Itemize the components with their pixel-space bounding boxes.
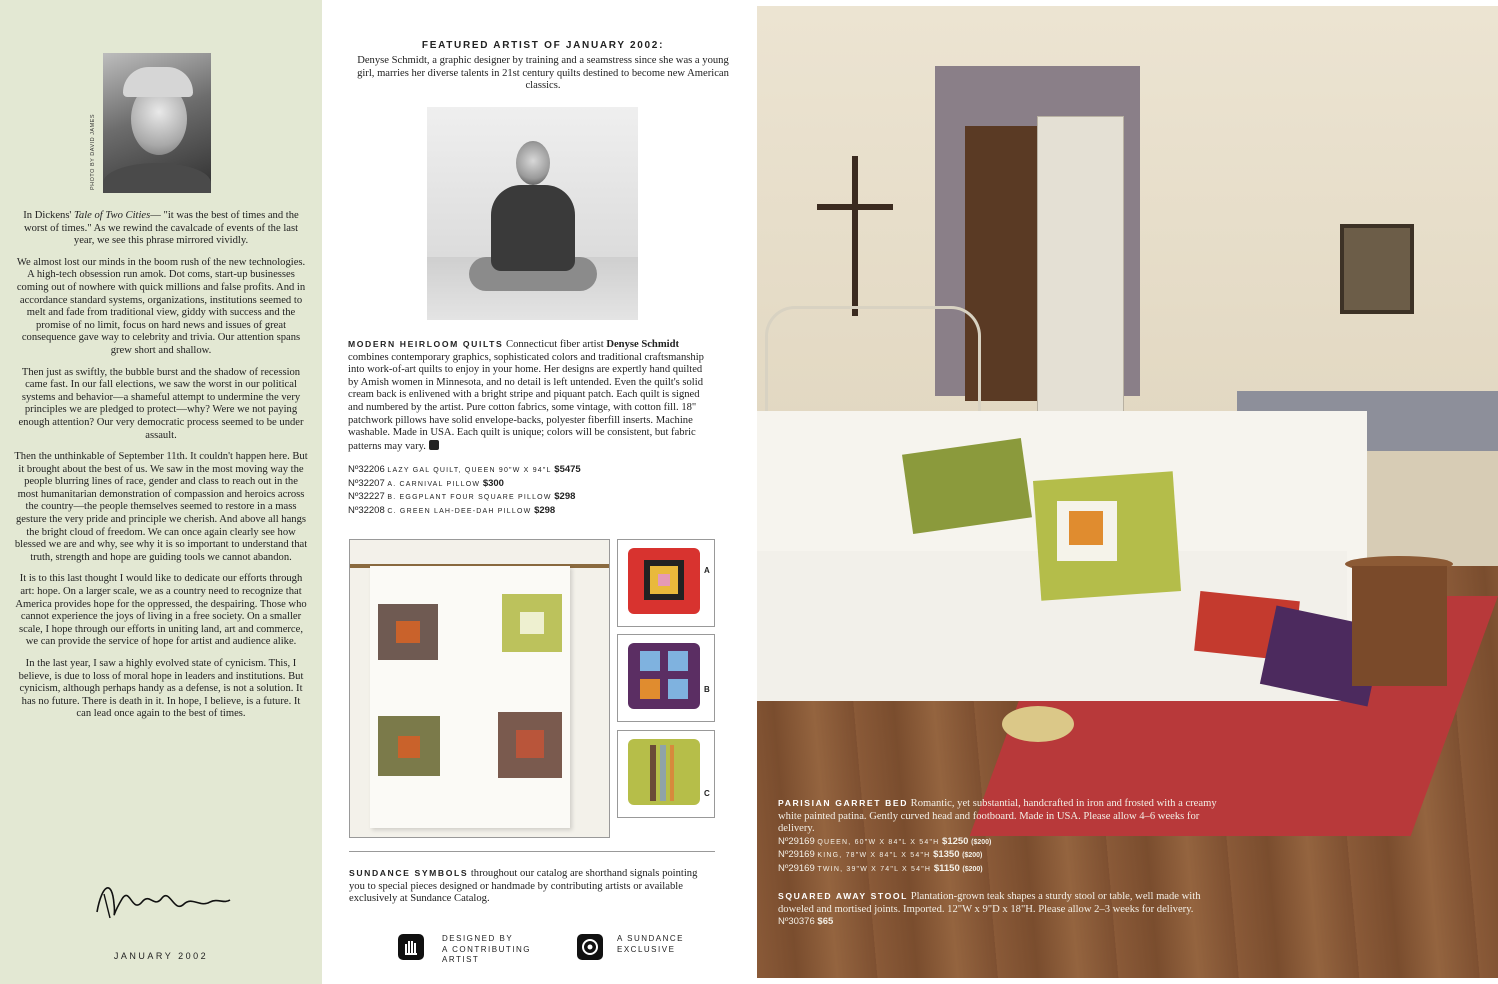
list-item: Nº29169 QUEEN, 60"W X 84"L X 54"H $1250 ($200)	[778, 835, 992, 847]
legend-exclusive: A SUNDANCE EXCLUSIVE	[617, 934, 685, 954]
letter-paragraph-4: Then the unthinkable of September 11th. It couldn't happen here. But it brought about the best of us. We saw in the most moving way the people blurring lines of race, gender and class to reach out in the most humanitarian demonstration of compassion and heroics across the country—the people themselves seemed to restore in a mass gesture the very pride and principle we cherish. And above all hangs the bright cloud of freedom. We can once again clearly see how blessed we are and why, see why it is so important to understand that truth, strength and hope are guiding tools we cannot abandon.	[14, 451, 308, 563]
list-item: Nº32208 C. GREEN LAH-DEE-DAH PILLOW $298	[348, 504, 556, 516]
founder-portrait	[103, 53, 211, 193]
letter-panel	[0, 0, 322, 984]
signature	[92, 874, 232, 924]
product-heading: MODERN HEIRLOOM QUILTS	[348, 339, 504, 349]
list-item: Nº32206 LAZY GAL QUILT, QUEEN 90"W X 94"L $5475	[348, 464, 581, 475]
letter-paragraph-1: In Dickens' Tale of Two Cities— "it was the best of times and the worst of times." As we rewind the cavalcade of events of the last year, we see this phrase mirrored vividly.	[23, 210, 299, 247]
hand-icon	[398, 934, 424, 960]
featured-artist-text: Denyse Schmidt, a graphic designer by training and a seamstress since she was a young girl, marries her diverse talents in 21st century quilts destined to become new American classics.	[357, 55, 729, 91]
artist-photo	[427, 107, 638, 320]
hand-icon	[429, 440, 439, 450]
symbols-heading: SUNDANCE SYMBOLS	[349, 868, 469, 878]
quilt-description: MODERN HEIRLOOM QUILTS Connecticut fiber artist Denyse Schmidt combines contemporary graphics, sophisticated colors and traditional craftsmanship into work-of-art quilts to enjoy in your home. Her designs are expertly hand quilted by Amish women in Minnesota, and no detail is left untended. Even the quilt's solid cream back is enlivened with a bright stripe and piquant patch. Each quilt is signed and numbered by the artist. Pure cotton fabrics, some vintage, with cotton fill. 18" patchwork pillows have solid envelope-backs, polyester fiberfill inserts. Machine washable. Made in USA. Each quilt is unique; colors will be consistent, but fabric patterns may vary.	[348, 339, 704, 452]
letter-paragraph-5: It is to this last thought I would like to dedicate our efforts through art: hope. On a larger scale, we as a country need to recognize that America provides hope for the oppressed, the despairing. Those who cannot experience the joys of living in a free society. On a smaller scale, I hope through our efforts in uniting land, art and commerce, we can provide the service of hope for artist and audience alike.	[15, 573, 307, 648]
bed-heading: PARISIAN GARRET BED	[778, 798, 909, 808]
artist-name: Denyse Schmidt	[606, 339, 680, 350]
letter-paragraph-3: Then just as swiftly, the bubble burst and the shadow of recession came fast. In our fall elections, we saw the worst in our political systems and behavior—a shameful attempt to undermine the very principles we are pledged to protect—why? Were we not paying enough attention? Our very democratic process seemed to be under assault.	[18, 366, 304, 441]
pillow-label-a: A	[704, 566, 710, 575]
pillow-b-photo	[617, 634, 715, 722]
pillow-a-photo	[617, 539, 715, 627]
letter-date: JANUARY 2002	[113, 951, 209, 961]
list-item: Nº32227 B. EGGPLANT FOUR SQUARE PILLOW $298	[348, 491, 576, 502]
bed-caption: PARISIAN GARRET BED Romantic, yet substantial, handcrafted in iron and frosted with a creamy white painted patina. Gently curved head and footboard. Made in USA. Please allow 4–6 weeks for delivery. Nº29169 QUEEN, 60"W X 84"L X 54"H $1250 ($200) Nº29169 KING, 78"W X 84"L X 54"H $1350 ($200) Nº29169 TWIN, 39"W X 74"L X 54"H $1150 ($200)	[778, 797, 1218, 877]
quilt-photo	[349, 539, 610, 838]
pillow-label-b: B	[704, 685, 710, 694]
stool-heading: SQUARED AWAY STOOL	[778, 891, 909, 901]
sundance-emblem-icon	[577, 934, 603, 960]
photo-credit: PHOTO BY DAVID JAMES	[90, 113, 96, 190]
legend-artist: DESIGNED BY A CONTRIBUTING ARTIST	[442, 934, 532, 964]
list-item: Nº29169 KING, 78"W X 84"L X 54"H $1350 ($200)	[778, 849, 983, 861]
list-item: Nº32207 A. CARNIVAL PILLOW $300	[348, 477, 504, 489]
divider	[349, 851, 715, 852]
stool-caption: SQUARED AWAY STOOL Plantation-grown teak shapes a sturdy stool or table, well made with doweled and mortised joints. Imported. 12"W x 9"D x 18"H. Please allow 2–3 weeks for delivery. Nº30376 $65	[778, 891, 1201, 928]
letter-paragraph-2: We almost lost our minds in the boom rush of the new technologies. A high-tech obsession run amok. Dot coms, start-up businesses coming out of nowhere with quick millions and false profits. And in accordance standard systems, organizations, institutions seemed to melt and fade from traditional view, giddy with success and the promise of no limit, focus on hard news and issues of great consequence gave way to celebrity and trivia. Our attention spans grew short and shallow.	[16, 256, 306, 356]
featured-artist-title: FEATURED ARTIST OF JANUARY 2002:	[421, 40, 665, 51]
pillow-c-photo	[617, 730, 715, 818]
editor-letter	[14, 210, 308, 730]
pillow-label-c: C	[704, 789, 710, 798]
list-item: Nº29169 TWIN, 39"W X 74"L X 54"H $1150 ($200)	[778, 862, 983, 874]
sundance-symbols-text: SUNDANCE SYMBOLS throughout our catalog are shorthand signals pointing you to special pieces designed or handmade by contributing artists or available exclusively at Sundance Catalog.	[349, 868, 698, 905]
quilt-sku-list	[348, 464, 708, 518]
letter-paragraph-6: In the last year, I saw a highly evolved state of cynicism. This, I believe, is due to loss of moral hope in leaders and institutions. But cynicism, although perhaps handy as a defense, is not a solution. It has no future. There is death in it. In hope, I believe, is a future. It can lead once again to the best of times.	[18, 658, 304, 720]
